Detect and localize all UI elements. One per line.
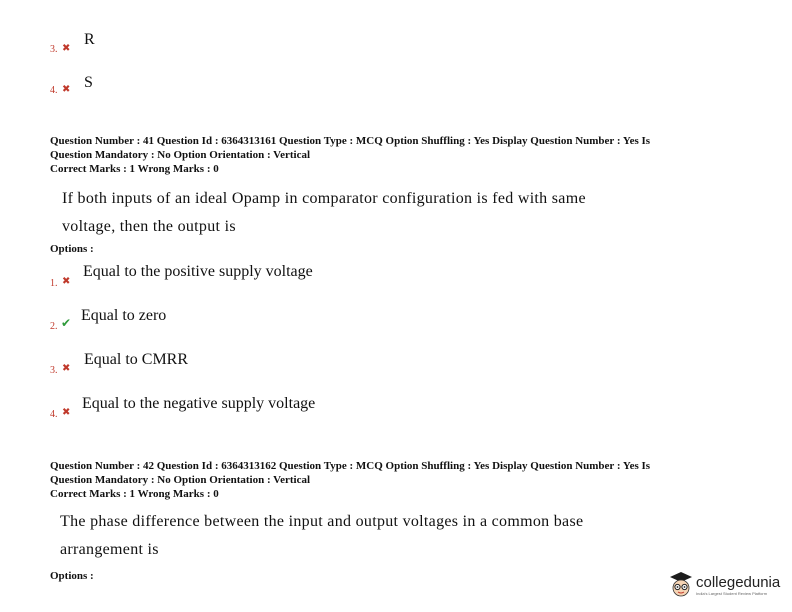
question-text-line: The phase difference between the input and output voltages in a common base — [60, 513, 584, 530]
options-label: Options : — [50, 570, 94, 582]
question-meta — [50, 459, 650, 501]
logo-tagline: India's Largest Student Review Platform — [696, 591, 768, 596]
meta-line: Correct Marks : 1 Wrong Marks : 0 — [50, 163, 219, 175]
option-number: 3. — [50, 365, 58, 376]
meta-line: Question Mandatory : No Option Orientation : Vertical — [50, 474, 311, 486]
meta-line: Question Number : 41 Question Id : 6364313161 Question Type : MCQ Option Shuffling : Yes Display Question Number : Yes Is — [50, 135, 651, 147]
question-text-line: voltage, then the output is — [62, 218, 236, 235]
question-text-line: If both inputs of an ideal Opamp in comparator configuration is fed with same — [62, 190, 586, 207]
wrong-cross-icon: ✖ — [62, 363, 71, 374]
option-text: Equal to the negative supply voltage — [82, 395, 316, 412]
option-number: 3. — [50, 44, 58, 55]
option-text: Equal to zero — [81, 307, 167, 324]
mascot-icon — [668, 570, 694, 600]
meta-line: Question Number : 42 Question Id : 6364313162 Question Type : MCQ Option Shuffling : Yes Display Question Number : Yes Is — [50, 460, 651, 472]
logo-text — [696, 574, 780, 596]
wrong-cross-icon: ✖ — [62, 407, 71, 418]
wrong-cross-icon: ✖ — [62, 43, 71, 54]
option-number: 1. — [50, 278, 58, 289]
question-meta — [50, 134, 650, 176]
options-label: Options : — [50, 243, 94, 255]
question-text-line: arrangement is — [60, 541, 159, 558]
correct-check-icon: ✔ — [61, 316, 72, 330]
option-text: Equal to CMRR — [84, 351, 189, 368]
question-text — [62, 185, 586, 241]
option-number: 4. — [50, 409, 58, 420]
meta-line: Question Mandatory : No Option Orientation : Vertical — [50, 149, 311, 161]
meta-line: Correct Marks : 1 Wrong Marks : 0 — [50, 488, 219, 500]
question-text — [60, 508, 583, 564]
option-number: 4. — [50, 85, 58, 96]
wrong-cross-icon: ✖ — [62, 84, 71, 95]
collegedunia-logo — [668, 570, 786, 600]
option-text: Equal to the positive supply voltage — [83, 263, 313, 280]
logo-name: collegedunia — [696, 574, 781, 591]
option-number: 2. — [50, 321, 58, 332]
option-text: R — [84, 31, 95, 48]
option-text: S — [84, 74, 93, 91]
wrong-cross-icon: ✖ — [62, 276, 71, 287]
